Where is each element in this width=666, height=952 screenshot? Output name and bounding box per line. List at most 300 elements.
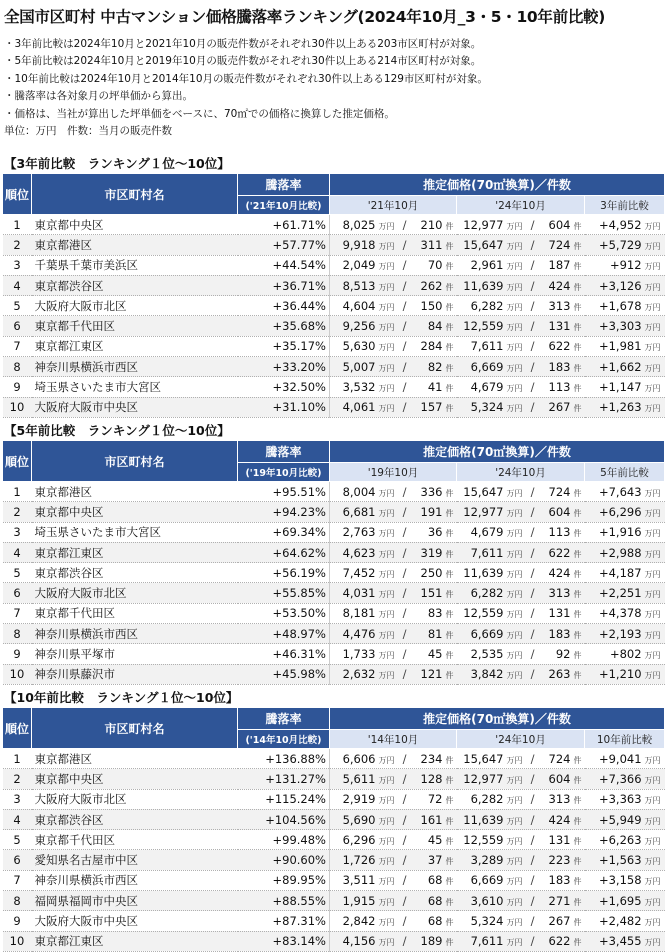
price-value: 2,961 (470, 258, 504, 273)
price-value: 9,918 (342, 237, 376, 252)
slash-sep: / (402, 380, 407, 395)
slash-sep: / (530, 504, 535, 519)
header-col-diff: 10年前比較 (585, 730, 665, 749)
municipality-name: 大阪府大阪市北区 (32, 296, 238, 316)
count-value: 68 (427, 893, 443, 908)
unit-man: 万円 (506, 816, 523, 826)
header-col-b: '24年10月 (457, 730, 585, 749)
unit-ken: 件 (573, 897, 582, 907)
slash-sep: / (530, 853, 535, 868)
municipality-name: 福岡県福岡市中央区 (32, 891, 238, 911)
unit-man: 万円 (506, 488, 523, 498)
rank-cell: 1 (3, 482, 32, 502)
unit-man: 万円 (506, 549, 523, 559)
price-value: 6,606 (342, 751, 376, 766)
count-value: 41 (427, 380, 443, 395)
change-rate: +61.71% (238, 215, 330, 235)
table-row (3, 583, 665, 603)
unit-ken: 件 (573, 262, 582, 272)
note-line: ・10年前比較は2024年10月と2014年10月の販売件数がそれぞれ30件以上ある129市区町村が対象。 (4, 72, 488, 85)
price-cell-a (330, 296, 457, 316)
unit-man: 万円 (378, 836, 395, 846)
slash-sep: / (402, 647, 407, 662)
rank-cell: 6 (3, 316, 32, 336)
unit-ken: 件 (573, 938, 582, 948)
header-rate-sub: ('19年10月比較) (238, 463, 330, 482)
unit-man: 万円 (644, 221, 661, 231)
diff-value: +1,263 (598, 400, 642, 415)
price-value: 8,025 (342, 217, 376, 232)
change-rate: +104.56% (238, 809, 330, 829)
table-row (3, 644, 665, 664)
unit-man: 万円 (506, 241, 523, 251)
diff-value: +4,952 (598, 217, 642, 232)
page-title: 全国市区町村 中古マンション価格騰落率ランキング(2024年10月_3・5・10年前比較) (4, 8, 606, 26)
diff-value: +5,949 (598, 812, 642, 827)
municipality-name: 愛知県名古屋市中区 (32, 850, 238, 870)
unit-man: 万円 (644, 816, 661, 826)
price-value: 2,049 (342, 258, 376, 273)
rank-cell: 5 (3, 563, 32, 583)
price-value: 2,842 (342, 914, 376, 929)
price-cell-b (457, 624, 585, 644)
price-value: 6,282 (470, 298, 504, 313)
unit-ken: 件 (445, 610, 454, 620)
count-value: 724 (548, 484, 571, 499)
rank-cell: 1 (3, 749, 32, 769)
unit-ken: 件 (573, 343, 582, 353)
diff-value: +2,482 (598, 914, 642, 929)
unit-man: 万円 (378, 816, 395, 826)
unit-ken: 件 (573, 651, 582, 661)
unit-man: 万円 (378, 651, 395, 661)
unit-man: 万円 (506, 918, 523, 928)
diff-cell (585, 749, 665, 769)
table-row (3, 377, 665, 397)
table-row (3, 235, 665, 255)
unit-ken: 件 (445, 323, 454, 333)
count-value: 68 (427, 914, 443, 929)
price-cell-b (457, 931, 585, 951)
municipality-name: 神奈川県藤沢市 (32, 664, 238, 684)
diff-cell (585, 357, 665, 377)
slash-sep: / (402, 237, 407, 252)
slash-sep: / (402, 606, 407, 621)
price-cell-a (330, 215, 457, 235)
unit-man: 万円 (506, 857, 523, 867)
count-value: 121 (420, 667, 443, 682)
slash-sep: / (530, 278, 535, 293)
price-cell-b (457, 911, 585, 931)
diff-cell (585, 870, 665, 890)
price-value: 15,647 (463, 751, 504, 766)
diff-cell (585, 336, 665, 356)
unit-man: 万円 (644, 877, 661, 887)
slash-sep: / (530, 380, 535, 395)
unit-ken: 件 (573, 363, 582, 373)
unit-man: 万円 (506, 569, 523, 579)
price-value: 8,004 (342, 484, 376, 499)
slash-sep: / (402, 771, 407, 786)
rank-cell: 6 (3, 850, 32, 870)
diff-cell (585, 522, 665, 542)
rank-cell: 10 (3, 664, 32, 684)
slash-sep: / (530, 647, 535, 662)
rank-cell: 4 (3, 275, 32, 295)
count-value: 131 (548, 606, 571, 621)
slash-sep: / (530, 914, 535, 929)
unit-man: 万円 (378, 897, 395, 907)
unit-ken: 件 (573, 488, 582, 498)
unit-ken: 件 (445, 549, 454, 559)
unit-man: 万円 (506, 363, 523, 373)
diff-cell (585, 542, 665, 562)
municipality-name: 神奈川県平塚市 (32, 644, 238, 664)
diff-cell (585, 502, 665, 522)
municipality-name: 東京都中央区 (32, 502, 238, 522)
slash-sep: / (402, 504, 407, 519)
price-cell-b (457, 296, 585, 316)
slash-sep: / (530, 893, 535, 908)
change-rate: +31.10% (238, 397, 330, 417)
unit-man: 万円 (506, 755, 523, 765)
rank-cell: 7 (3, 870, 32, 890)
change-rate: +44.54% (238, 255, 330, 275)
price-cell-b (457, 563, 585, 583)
unit-man: 万円 (506, 938, 523, 948)
unit-man: 万円 (506, 404, 523, 414)
count-value: 113 (548, 380, 571, 395)
unit-man: 万円 (378, 877, 395, 887)
diff-value: +3,363 (598, 792, 642, 807)
table-row (3, 275, 665, 295)
unit-ken: 件 (445, 590, 454, 600)
rank-cell: 3 (3, 522, 32, 542)
count-value: 336 (420, 484, 443, 499)
header-price: 推定価格(70㎡換算)／件数 (330, 708, 665, 730)
price-value: 6,282 (470, 586, 504, 601)
diff-cell (585, 603, 665, 623)
count-value: 45 (427, 647, 443, 662)
price-value: 3,289 (470, 853, 504, 868)
price-value: 7,611 (470, 934, 504, 949)
change-rate: +64.62% (238, 542, 330, 562)
price-value: 12,559 (463, 319, 504, 334)
slash-sep: / (402, 278, 407, 293)
count-value: 604 (548, 504, 571, 519)
note-line: ・5年前比較は2024年10月と2019年10月の販売件数がそれぞれ30件以上ある214市区町村が対象。 (4, 55, 482, 68)
count-value: 37 (427, 853, 443, 868)
count-value: 250 (420, 565, 443, 580)
price-cell-a (330, 931, 457, 951)
count-value: 72 (427, 792, 443, 807)
unit-ken: 件 (573, 508, 582, 518)
slash-sep: / (402, 586, 407, 601)
price-value: 6,669 (470, 359, 504, 374)
unit-man: 万円 (506, 221, 523, 231)
unit-man: 万円 (506, 508, 523, 518)
municipality-name: 東京都中央区 (32, 769, 238, 789)
count-value: 424 (548, 278, 571, 293)
unit-ken: 件 (573, 241, 582, 251)
count-value: 724 (548, 237, 571, 252)
municipality-name: 東京都港区 (32, 482, 238, 502)
unit-man: 万円 (644, 282, 661, 292)
ranking-table-5yr (2, 440, 665, 685)
section-title-5yr: 【5年前比較 ランキング１位〜10位】 (4, 423, 230, 438)
count-value: 604 (548, 771, 571, 786)
unit-ken: 件 (445, 796, 454, 806)
unit-ken: 件 (573, 221, 582, 231)
slash-sep: / (402, 359, 407, 374)
unit-man: 万円 (506, 775, 523, 785)
rank-cell: 4 (3, 542, 32, 562)
rank-cell: 1 (3, 215, 32, 235)
unit-man: 万円 (644, 610, 661, 620)
unit-man: 万円 (644, 938, 661, 948)
slash-sep: / (402, 339, 407, 354)
diff-value: +912 (609, 258, 642, 273)
diff-cell (585, 397, 665, 417)
unit-ken: 件 (445, 857, 454, 867)
rank-cell: 2 (3, 235, 32, 255)
count-value: 161 (420, 812, 443, 827)
unit-man: 万円 (378, 755, 395, 765)
slash-sep: / (402, 565, 407, 580)
price-value: 11,639 (463, 812, 504, 827)
rank-cell: 3 (3, 789, 32, 809)
price-cell-b (457, 664, 585, 684)
price-value: 4,623 (342, 545, 376, 560)
slash-sep: / (402, 812, 407, 827)
unit-man: 万円 (644, 857, 661, 867)
price-value: 4,679 (470, 380, 504, 395)
unit-ken: 件 (445, 221, 454, 231)
price-value: 7,452 (342, 565, 376, 580)
rank-cell: 3 (3, 255, 32, 275)
unit-man: 万円 (506, 671, 523, 681)
header-rank: 順位 (3, 174, 32, 215)
count-value: 183 (548, 626, 571, 641)
price-value: 6,669 (470, 873, 504, 888)
diff-cell (585, 482, 665, 502)
rank-cell: 8 (3, 357, 32, 377)
rank-cell: 7 (3, 336, 32, 356)
rank-cell: 2 (3, 769, 32, 789)
change-rate: +88.55% (238, 891, 330, 911)
unit-ken: 件 (573, 384, 582, 394)
price-cell-b (457, 769, 585, 789)
diff-cell (585, 911, 665, 931)
slash-sep: / (402, 484, 407, 499)
unit-man: 万円 (644, 796, 661, 806)
table-row (3, 624, 665, 644)
price-cell-b (457, 644, 585, 664)
change-rate: +36.71% (238, 275, 330, 295)
price-cell-a (330, 316, 457, 336)
diff-value: +1,147 (598, 380, 642, 395)
diff-value: +7,643 (598, 484, 642, 499)
unit-ken: 件 (573, 282, 582, 292)
change-rate: +35.68% (238, 316, 330, 336)
slash-sep: / (530, 751, 535, 766)
header-col-b: '24年10月 (457, 463, 585, 482)
unit-man: 万円 (378, 918, 395, 928)
price-cell-a (330, 563, 457, 583)
table-row (3, 316, 665, 336)
slash-sep: / (402, 873, 407, 888)
rank-cell: 10 (3, 397, 32, 417)
price-cell-b (457, 583, 585, 603)
price-cell-a (330, 789, 457, 809)
unit-man: 万円 (506, 282, 523, 292)
unit-man: 万円 (506, 836, 523, 846)
diff-cell (585, 769, 665, 789)
unit-ken: 件 (445, 529, 454, 539)
note-line: ・価格は、当社が算出した坪単価をベースに、70㎡での価格に換算した推定価格。 (4, 107, 395, 120)
header-rate-sub: ('14年10月比較) (238, 730, 330, 749)
diff-value: +1,210 (598, 667, 642, 682)
slash-sep: / (530, 667, 535, 682)
municipality-name: 神奈川県横浜市西区 (32, 357, 238, 377)
unit-man: 万円 (644, 323, 661, 333)
slash-sep: / (402, 525, 407, 540)
ranking-table-10yr (2, 707, 665, 952)
diff-value: +6,263 (598, 832, 642, 847)
change-rate: +33.20% (238, 357, 330, 377)
slash-sep: / (530, 565, 535, 580)
municipality-name: 東京都中央区 (32, 215, 238, 235)
table-row (3, 911, 665, 931)
price-cell-b (457, 870, 585, 890)
municipality-name: 東京都千代田区 (32, 830, 238, 850)
diff-value: +7,366 (598, 771, 642, 786)
unit-ken: 件 (573, 816, 582, 826)
unit-man: 万円 (506, 796, 523, 806)
price-cell-a (330, 522, 457, 542)
unit-man: 万円 (644, 775, 661, 785)
unit-man: 万円 (644, 302, 661, 312)
count-value: 131 (548, 319, 571, 334)
price-value: 4,476 (342, 626, 376, 641)
price-value: 7,611 (470, 339, 504, 354)
price-value: 12,977 (463, 504, 504, 519)
price-cell-a (330, 502, 457, 522)
unit-ken: 件 (573, 610, 582, 620)
slash-sep: / (530, 792, 535, 807)
price-cell-b (457, 336, 585, 356)
municipality-name: 東京都港区 (32, 749, 238, 769)
price-cell-b (457, 789, 585, 809)
count-value: 92 (555, 647, 571, 662)
slash-sep: / (402, 400, 407, 415)
unit-ken: 件 (445, 775, 454, 785)
section-title-3yr: 【3年前比較 ランキング１位〜10位】 (4, 156, 230, 171)
slash-sep: / (530, 525, 535, 540)
price-value: 4,604 (342, 298, 376, 313)
unit-man: 万円 (378, 343, 395, 353)
change-rate: +46.31% (238, 644, 330, 664)
change-rate: +94.23% (238, 502, 330, 522)
slash-sep: / (530, 812, 535, 827)
unit-man: 万円 (378, 796, 395, 806)
unit-ken: 件 (445, 569, 454, 579)
count-value: 424 (548, 812, 571, 827)
unit-man: 万円 (506, 262, 523, 272)
municipality-name: 千葉県千葉市美浜区 (32, 255, 238, 275)
count-value: 150 (420, 298, 443, 313)
diff-value: +4,378 (598, 606, 642, 621)
unit-man: 万円 (644, 569, 661, 579)
unit-man: 万円 (378, 610, 395, 620)
price-cell-a (330, 482, 457, 502)
municipality-name: 東京都江東区 (32, 336, 238, 356)
unit-ken: 件 (573, 775, 582, 785)
slash-sep: / (530, 339, 535, 354)
count-value: 311 (420, 237, 443, 252)
unit-man: 万円 (644, 836, 661, 846)
section-title-10yr: 【10年前比較 ランキング１位〜10位】 (4, 690, 239, 705)
price-cell-a (330, 624, 457, 644)
diff-value: +6,296 (598, 504, 642, 519)
diff-cell (585, 377, 665, 397)
unit-ken: 件 (573, 549, 582, 559)
header-rank: 順位 (3, 708, 32, 749)
ranking-table-3yr (2, 173, 665, 418)
slash-sep: / (530, 217, 535, 232)
change-rate: +115.24% (238, 789, 330, 809)
unit-man: 万円 (506, 610, 523, 620)
count-value: 223 (548, 853, 571, 868)
header-price: 推定価格(70㎡換算)／件数 (330, 174, 665, 196)
count-value: 128 (420, 771, 443, 786)
price-cell-b (457, 215, 585, 235)
price-value: 7,611 (470, 545, 504, 560)
price-cell-b (457, 316, 585, 336)
municipality-name: 神奈川県横浜市西区 (32, 870, 238, 890)
header-col-a: '21年10月 (330, 196, 457, 215)
slash-sep: / (530, 934, 535, 949)
price-value: 5,324 (470, 400, 504, 415)
diff-value: +1,916 (598, 525, 642, 540)
unit-ken: 件 (445, 877, 454, 887)
price-value: 6,681 (342, 504, 376, 519)
slash-sep: / (530, 258, 535, 273)
unit-man: 万円 (506, 302, 523, 312)
note-line: ・3年前比較は2024年10月と2021年10月の販売件数がそれぞれ30件以上ある203市区町村が対象。 (4, 38, 482, 50)
slash-sep: / (402, 626, 407, 641)
unit-ken: 件 (573, 590, 582, 600)
diff-value: +3,455 (598, 934, 642, 949)
unit-ken: 件 (445, 755, 454, 765)
price-value: 3,511 (342, 873, 376, 888)
price-cell-a (330, 809, 457, 829)
unit-man: 万円 (378, 529, 395, 539)
unit-man: 万円 (378, 241, 395, 251)
unit-ken: 件 (445, 488, 454, 498)
unit-man: 万円 (378, 302, 395, 312)
count-value: 313 (548, 792, 571, 807)
table-row (3, 482, 665, 502)
unit-man: 万円 (644, 488, 661, 498)
rank-cell: 5 (3, 830, 32, 850)
price-cell-b (457, 809, 585, 829)
table-row (3, 830, 665, 850)
price-cell-b (457, 891, 585, 911)
unit-ken: 件 (445, 938, 454, 948)
price-value: 12,977 (463, 217, 504, 232)
unit-man: 万円 (644, 590, 661, 600)
